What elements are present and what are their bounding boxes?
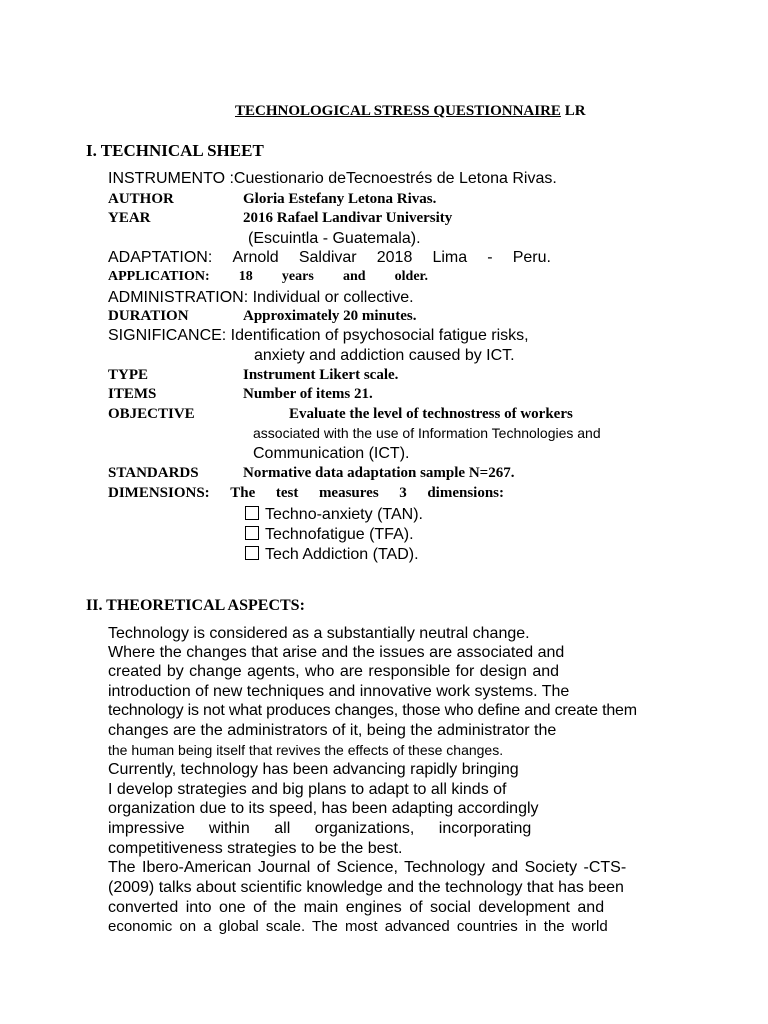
instrumento-line: INSTRUMENTO :Cuestionario deTecnoestrés de Letona Rivas.: [108, 170, 557, 187]
standards-label: STANDARDS: [108, 465, 199, 481]
dimension-item: [245, 526, 414, 543]
application-word: older.: [394, 269, 428, 284]
significance-line: SIGNIFICANCE: Identification of psychosocial fatigue risks,: [108, 327, 529, 344]
body-line: (2009) talks about scientific knowledge and the technology that has been: [108, 879, 624, 896]
dimension-item-label: Tech Addiction (TAD).: [265, 546, 419, 563]
objective-value-2: associated with the use of Information Technologies and: [253, 425, 601, 441]
adaptation-word: Lima: [432, 249, 468, 266]
application-word: APPLICATION:: [108, 269, 210, 284]
body-line: converted into one of the main engines of social development and: [108, 899, 605, 916]
type-label: TYPE: [108, 367, 149, 383]
adaptation-word: -: [487, 249, 493, 266]
section-heading-technical-sheet: I. TECHNICAL SHEET: [86, 141, 264, 160]
dimensions-word: DIMENSIONS:: [108, 485, 210, 501]
application-word: 18: [238, 269, 253, 284]
year-label: YEAR: [108, 210, 151, 226]
checkbox-bullet-icon: [245, 506, 259, 520]
body-line: technology is not what produces changes, those who define and create them: [108, 702, 637, 719]
dimension-item: [245, 506, 423, 523]
dimension-item-label: Technofatigue (TFA).: [265, 526, 414, 543]
significance-line-2: anxiety and addiction caused by ICT.: [254, 347, 515, 364]
year-value-location: (Escuintla - Guatemala).: [248, 230, 421, 247]
adaptation-word: Saldivar: [298, 249, 357, 266]
duration-label: DURATION: [108, 308, 189, 324]
body-line: introduction of new techniques and innovative work systems. The: [108, 683, 570, 700]
body-line: economic on a global scale. The most advanced countries in the world: [108, 918, 608, 935]
checkbox-bullet-icon: [245, 546, 259, 560]
body-line: I develop strategies and big plans to adapt to all kinds of: [108, 781, 507, 798]
dimensions-word: 3: [399, 485, 407, 501]
author-value: Gloria Estefany Letona Rivas.: [243, 191, 437, 207]
adaptation-word: Arnold: [232, 249, 279, 266]
dimensions-word: dimensions:: [427, 485, 504, 501]
body-line: Technology is considered as a substantially neutral change.: [108, 625, 530, 642]
objective-value-3: Communication (ICT).: [253, 445, 410, 462]
document-title: [235, 104, 586, 119]
type-value: Instrument Likert scale.: [243, 367, 399, 383]
items-value: Number of items 21.: [243, 386, 373, 402]
application-word: years: [281, 269, 314, 284]
duration-value: Approximately 20 minutes.: [243, 308, 417, 324]
administration-line: ADMINISTRATION: Individual or collective.: [108, 289, 414, 306]
body-line: the human being itself that revives the effects of these changes.: [108, 742, 504, 758]
title-main: TECHNOLOGICAL STRESS QUESTIONNAIRE: [235, 103, 561, 119]
dimensions-word: measures: [318, 485, 379, 501]
section-heading-theoretical-aspects: II. THEORETICAL ASPECTS:: [86, 597, 305, 614]
dimension-item: [245, 546, 419, 563]
items-label: ITEMS: [108, 386, 157, 402]
objective-label: OBJECTIVE: [108, 406, 195, 422]
application-line: [108, 270, 428, 284]
application-word: and: [342, 269, 366, 284]
title-suffix: LR: [564, 103, 586, 119]
standards-value: Normative data adaptation sample N=267.: [243, 465, 515, 481]
body-line: created by change agents, who are responsible for design and: [108, 663, 560, 680]
dimension-item-label: Techno-anxiety (TAN).: [265, 506, 423, 523]
adaptation-word: Peru.: [512, 249, 551, 266]
body-line: impressive within all organizations, incorporating: [108, 820, 532, 837]
dimensions-word: test: [275, 485, 299, 501]
body-line: The Ibero-American Journal of Science, Technology and Society -CTS-: [108, 859, 627, 876]
body-line: Where the changes that arise and the issues are associated and: [108, 644, 565, 661]
body-line: competitiveness strategies to be the best.: [108, 840, 403, 857]
year-value: 2016 Rafael Landivar University: [243, 210, 453, 226]
dimensions-word: The: [230, 485, 256, 501]
objective-value: Evaluate the level of technostress of workers: [289, 406, 573, 422]
adaptation-word: 2018: [376, 249, 413, 266]
body-line: changes are the administrators of it, being the administrator the: [108, 722, 557, 739]
dimensions-line: [108, 486, 504, 501]
body-line: Currently, technology has been advancing rapidly bringing: [108, 761, 519, 778]
checkbox-bullet-icon: [245, 526, 259, 540]
author-label: AUTHOR: [108, 191, 174, 207]
adaptation-word: ADAPTATION:: [108, 249, 213, 266]
body-line: organization due to its speed, has been adapting accordingly: [108, 800, 539, 817]
adaptation-line: [108, 250, 551, 266]
